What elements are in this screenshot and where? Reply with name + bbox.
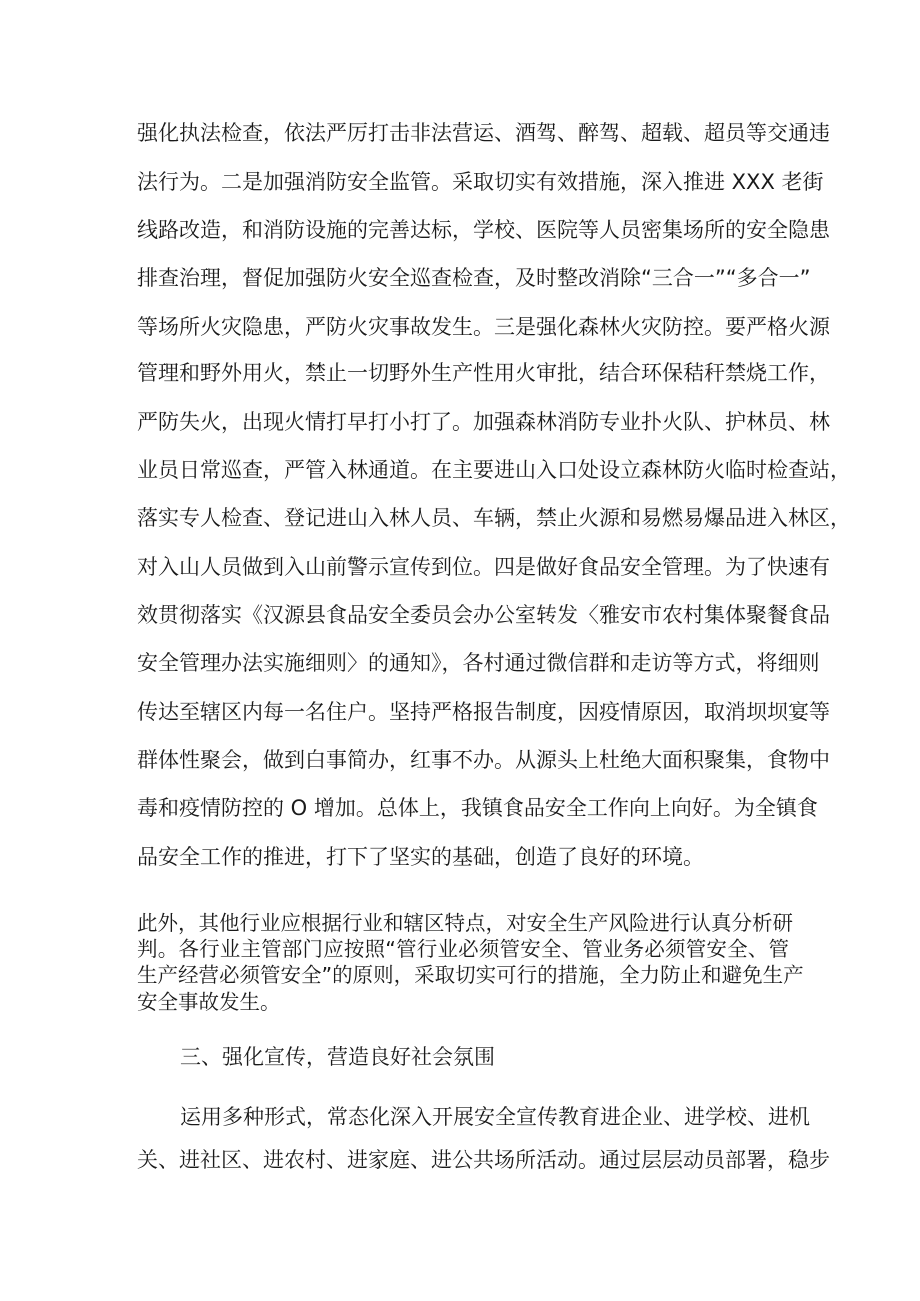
text-line: 品安全工作的推进，打下了坚实的基础，创造了良好的环境。 xyxy=(137,845,704,869)
text-line: 业员日常巡查，严管入林通道。在主要进山入口处设立森林防火临时检查站， xyxy=(137,458,851,482)
text-line: 落实专人检查、登记进山入林人员、车辆，禁止火源和易燃易爆品进入林区， xyxy=(137,506,851,530)
text-line: 强化执法检查，依法严厉打击非法营运、酒驾、醉驾、超载、超员等交通违 xyxy=(137,121,830,145)
text-line: 管理和野外用火，禁止一切野外生产性用火审批，结合环保秸秆禁烧工作， xyxy=(137,361,830,385)
text-line: 对入山人员做到入山前警示宣传到位。四是做好食品安全管理。为了快速有 xyxy=(137,555,830,579)
text-line: 安全事故发生。 xyxy=(137,990,281,1014)
text-line: 线路改造，和消防设施的完善达标，学校、医院等人员密集场所的安全隐患 xyxy=(137,218,830,242)
text-line: 运用多种形式，常态化深入开展安全宣传教育进企业、进学校、进机 xyxy=(180,1105,810,1129)
text-line: 毒和疫情防控的 O 增加。总体上，我镇食品安全工作向上向好。为全镇食 xyxy=(137,796,818,820)
text-line: 传达至辖区内每一名住户。坚持严格报告制度，因疫情原因，取消坝坝宴等 xyxy=(137,700,830,724)
text-line: 等场所火灾隐患，严防火灾事故发生。三是强化森林火灾防控。要严格火源 xyxy=(137,315,830,339)
section-heading: 三、强化宣传，营造良好社会氛围 xyxy=(180,1045,495,1069)
text-line: 关、进社区、进农村、进家庭、进公共场所活动。通过层层动员部署，稳步 xyxy=(137,1148,830,1172)
text-line: 严防失火，出现火情打早打小打了。加强森林消防专业扑火队、护林员、林 xyxy=(137,410,830,434)
text-line: 法行为。二是加强消防安全监管。采取切实有效措施，深入推进 XXX 老街 xyxy=(137,170,824,194)
text-line: 群体性聚会，做到白事简办，红事不办。从源头上杜绝大面积聚集，食物中 xyxy=(137,748,830,772)
text-line: 生产经营必须管安全”的原则，采取切实可行的措施，全力防止和避免生产 xyxy=(137,963,804,987)
text-line: 排查治理，督促加强防火安全巡查检查，及时整改消除“三合一”“多合一” xyxy=(137,266,811,290)
text-line: 此外，其他行业应根据行业和辖区特点，对安全生产风险进行认真分析研 xyxy=(137,911,793,935)
text-line: 判。各行业主管部门应按照“管行业必须管安全、管业务必须管安全、管 xyxy=(137,937,789,961)
text-line: 效贯彻落实《汉源县食品安全委员会办公室转发〈雅安市农村集体聚餐食品 xyxy=(137,603,830,627)
text-line: 安全管理办法实施细则〉的通知》，各村通过微信群和走访等方式，将细则 xyxy=(137,651,820,675)
